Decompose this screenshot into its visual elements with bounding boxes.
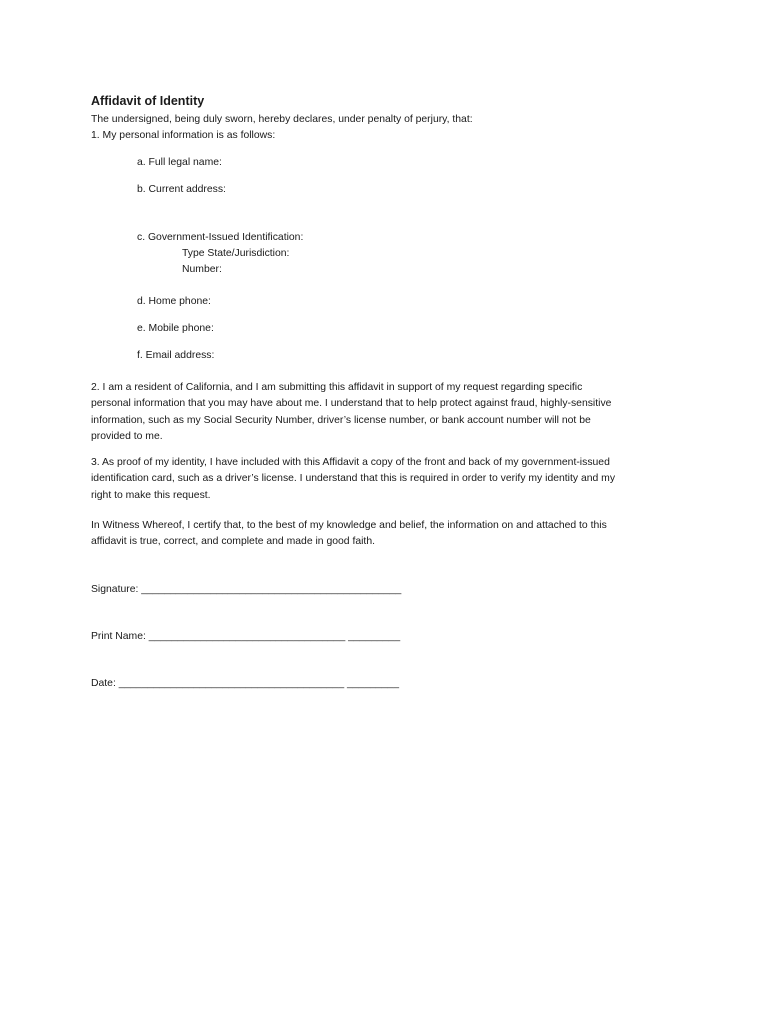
signature-line: Signature: _____________________________________________	[91, 584, 402, 595]
date-line: Date: _______________________________________ _________	[91, 678, 399, 689]
field-mobile-phone-label: e. Mobile phone:	[137, 323, 214, 334]
field-gov-id-label: c. Government-Issued Identification:	[137, 232, 304, 243]
witness-line: affidavit is true, correct, and complete and made in good faith.	[91, 536, 375, 548]
item-3-line: identification card, such as a driver’s license. I understand that this is required in order to verify my identity and my	[91, 473, 616, 485]
field-full-name-label: a. Full legal name:	[137, 157, 222, 168]
field-email-label: f. Email address:	[137, 350, 215, 361]
item-2-line: provided to me.	[91, 430, 163, 442]
item-2-line: personal information that you may have about me. I understand that to help protect against fraud, highly-sensitive	[91, 398, 612, 410]
item-2-line: information, such as my Social Security Number, driver’s license number, or bank account number will not be	[91, 414, 591, 426]
field-number-label: Number:	[182, 264, 222, 275]
witness-paragraph	[91, 518, 691, 551]
item-3-paragraph	[91, 455, 691, 504]
witness-line: In Witness Whereof, I certify that, to the best of my knowledge and belief, the information on and attached to this	[91, 520, 607, 531]
field-type-state-label: Type State/Jurisdiction:	[182, 248, 290, 259]
intro-text: The undersigned, being duly sworn, hereby declares, under penalty of perjury, that:	[91, 114, 473, 125]
item-3-line: 3. As proof of my identity, I have included with this Affidavit a copy of the front and back of my government-issued	[91, 457, 610, 468]
item-2-paragraph	[91, 380, 691, 445]
item-2-line: 2. I am a resident of California, and I am submitting this affidavit in support of my request regarding specific	[91, 382, 583, 393]
item-1-text: 1. My personal information is as follows:	[91, 130, 276, 141]
print-name-line: Print Name: __________________________________ _________	[91, 631, 401, 642]
document-title: Affidavit of Identity	[91, 94, 205, 108]
item-3-line: right to make this request.	[91, 489, 211, 501]
field-address-label: b. Current address:	[137, 184, 226, 195]
field-home-phone-label: d. Home phone:	[137, 296, 211, 307]
